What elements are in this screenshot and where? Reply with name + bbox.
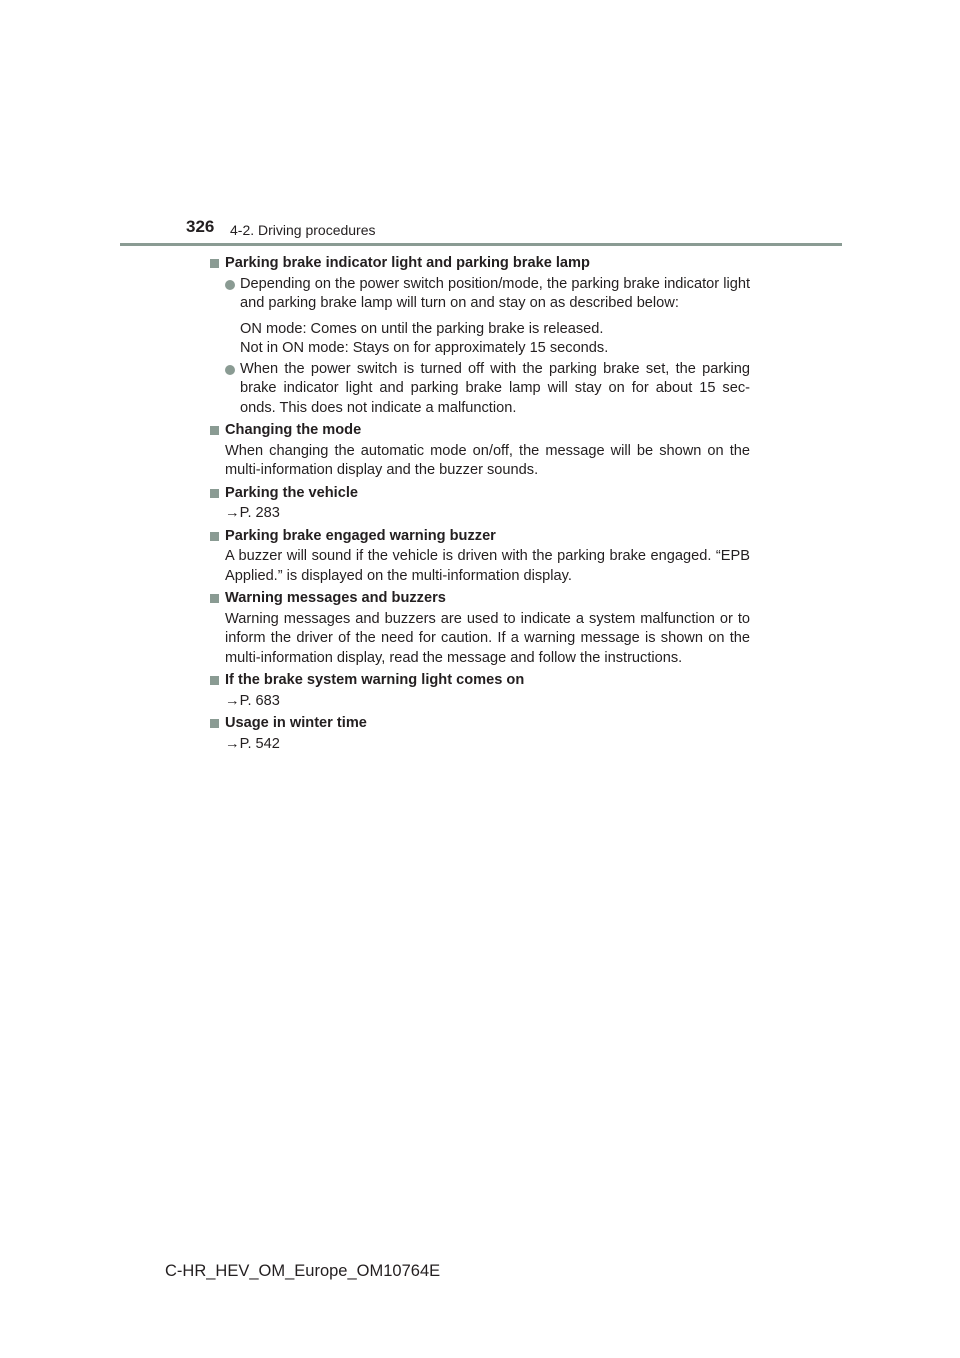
section-text: A buzzer will sound if the vehicle is driven with the parking brake engaged. “EPB Applied.” is displayed on the multi-information display.	[225, 548, 750, 584]
square-bullet-icon	[210, 594, 219, 603]
section-heading: If the brake system warning light comes on	[225, 672, 525, 688]
arrow-right-icon: →	[225, 505, 240, 521]
bullet-text: Depending on the power switch position/mode, the parking brake indicator light and parking brake lamp will turn on and stay on as described below:	[240, 275, 750, 311]
page-number: 326	[186, 217, 215, 236]
arrow-right-icon: →	[225, 735, 240, 752]
section-text: Warning messages and buzzers are used to indicate a system malfunction or to inform the driver of the need for caution. If a warning message is shown on the multi-information display, read the message and follow the instructions.	[225, 610, 750, 666]
section-engaged-warning-buzzer	[210, 527, 750, 587]
bullet-text: When the power switch is turned off with the parking brake set, the parking brake indicator light and parking brake lamp will stay on for about 15 sec- onds. This does not indicate a malfunction.	[240, 360, 750, 416]
document-id: C-HR_HEV_OM_Europe_OM10764E	[165, 1262, 441, 1280]
page-body	[210, 254, 750, 757]
section-title: 4-2. Driving procedures	[230, 222, 376, 238]
reference-link[interactable]: P. 283	[239, 505, 280, 521]
section-heading: Usage in winter time	[225, 715, 367, 731]
section-heading: Parking brake indicator light and parking brake lamp	[225, 255, 590, 271]
section-heading: Changing the mode	[225, 422, 362, 438]
reference-link[interactable]: P. 683	[239, 692, 280, 709]
page-reference[interactable]	[225, 692, 750, 712]
section-heading: Parking brake engaged warning buzzer	[225, 527, 496, 544]
section-changing-mode	[210, 421, 750, 481]
header-rule	[120, 243, 842, 246]
section-text: When changing the automatic mode on/off, the message will be shown on the multi-information display and the buzzer sounds.	[225, 442, 750, 478]
section-winter-usage	[210, 714, 750, 754]
section-warning-messages	[210, 589, 750, 668]
not-on-mode-text: Not in ON mode: Stays on for approximately 15 seconds.	[240, 340, 609, 356]
page-reference[interactable]	[225, 735, 750, 755]
reference-link[interactable]: P. 542	[239, 735, 280, 752]
square-bullet-icon	[210, 259, 219, 268]
list-item	[225, 360, 750, 419]
square-bullet-icon	[210, 489, 219, 498]
square-bullet-icon	[210, 426, 219, 435]
round-bullet-icon	[225, 365, 235, 375]
list-item	[225, 275, 750, 314]
section-heading: Parking the vehicle	[225, 484, 359, 501]
square-bullet-icon	[210, 676, 219, 685]
section-brake-warning-light	[210, 671, 750, 711]
square-bullet-icon	[210, 719, 219, 728]
mode-description	[225, 320, 750, 359]
section-parking-vehicle	[210, 484, 750, 524]
arrow-right-icon: →	[225, 692, 240, 709]
page-reference[interactable]	[225, 504, 750, 524]
square-bullet-icon	[210, 532, 219, 541]
section-heading: Warning messages and buzzers	[225, 590, 446, 606]
on-mode-text: ON mode: Comes on until the parking brake is released.	[240, 320, 604, 337]
round-bullet-icon	[225, 280, 235, 290]
section-parking-brake-indicator	[210, 254, 750, 418]
